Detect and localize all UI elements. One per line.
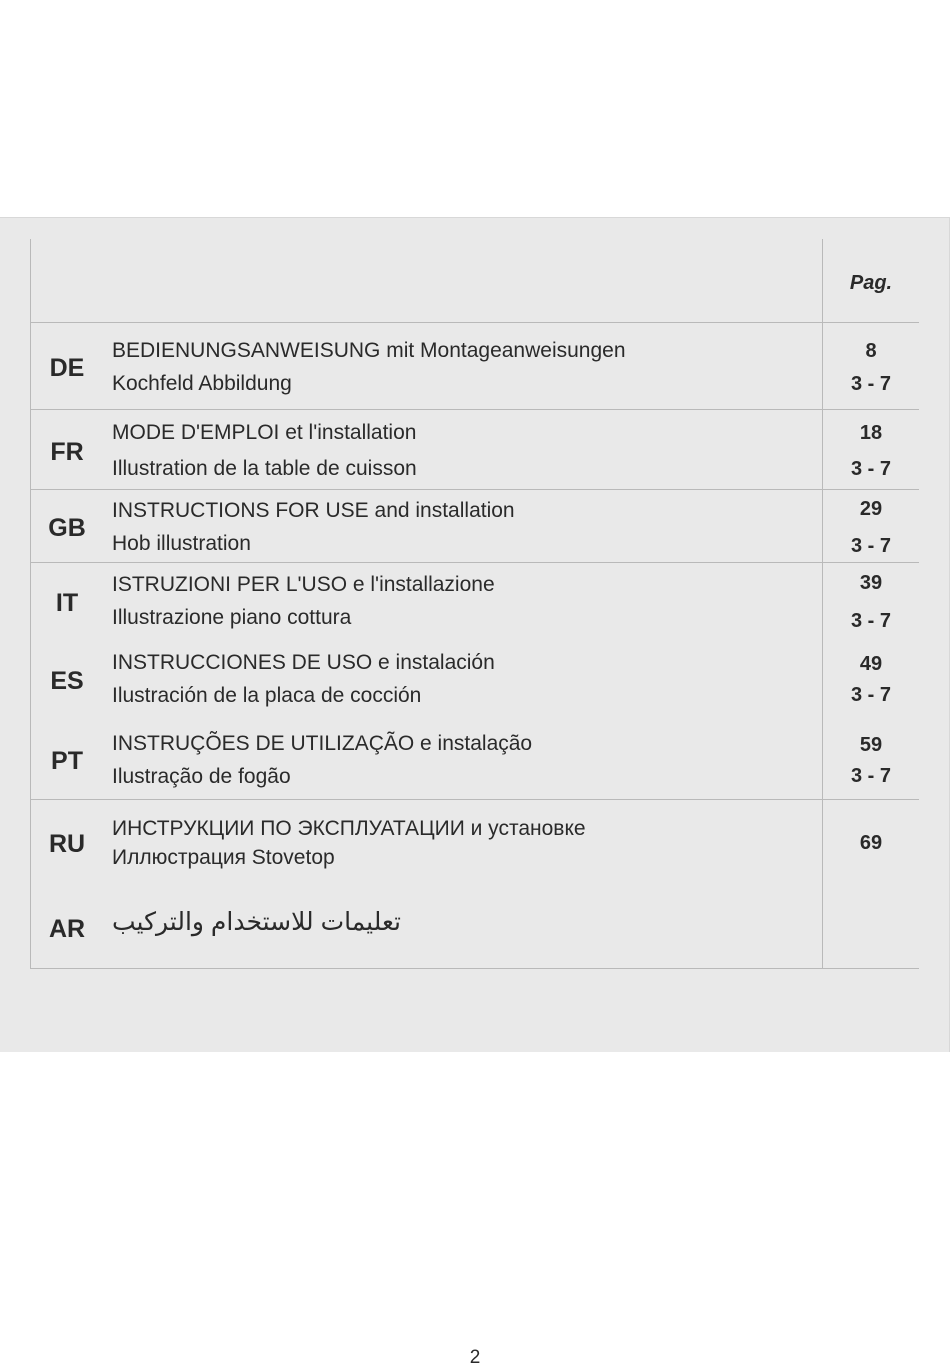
page-de: 8 xyxy=(865,340,877,362)
page-fr: 18 xyxy=(859,422,883,444)
table-bottom-border xyxy=(30,968,919,969)
subtitle-de: Kochfeld Abbildung xyxy=(112,372,292,395)
page-number: 2 xyxy=(469,1347,481,1368)
title-pt: INSTRUÇÕES DE UTILIZAÇÃO e instalação xyxy=(112,732,533,755)
language-code-ru: RU xyxy=(48,830,86,858)
table-row-divider xyxy=(30,562,919,563)
page-range-pt: 3 - 7 xyxy=(850,765,892,787)
title-it: ISTRUZIONI PER L'USO e l'installazione xyxy=(112,573,495,596)
subtitle-es: Ilustración de la placa de cocción xyxy=(112,684,422,707)
page-range-gb: 3 - 7 xyxy=(850,535,892,557)
language-code-es: ES xyxy=(50,667,84,695)
language-code-it: IT xyxy=(55,589,79,617)
subtitle-gb: Hob illustration xyxy=(112,532,251,555)
language-code-de: DE xyxy=(49,354,85,382)
language-code-fr: FR xyxy=(50,438,84,466)
subtitle-it: Illustrazione piano cottura xyxy=(112,606,352,629)
page-range-it: 3 - 7 xyxy=(850,610,892,632)
page-pt: 59 xyxy=(859,734,883,756)
table-header-divider xyxy=(30,322,919,323)
page-range-fr: 3 - 7 xyxy=(850,458,892,480)
subtitle-fr: Illustration de la table de cuisson xyxy=(112,457,417,480)
title-ru: ИНСТРУКЦИИ ПО ЭКСПЛУАТАЦИИ и установке xyxy=(112,817,586,840)
page-ru: 69 xyxy=(859,832,883,854)
title-fr: MODE D'EMPLOI et l'installation xyxy=(112,421,417,444)
subtitle-ru: Иллюстрация Stovetop xyxy=(112,846,335,869)
page-range-es: 3 - 7 xyxy=(850,684,892,706)
title-de: BEDIENUNGSANWEISUNG mit Montageanweisungen xyxy=(112,339,626,362)
table-row-divider xyxy=(30,489,919,490)
language-code-ar: AR xyxy=(48,915,86,943)
language-code-gb: GB xyxy=(48,514,86,542)
pag-header: Pag. xyxy=(849,272,893,294)
page-es: 49 xyxy=(859,653,883,675)
table-row-divider xyxy=(30,409,919,410)
language-code-pt: PT xyxy=(51,747,83,775)
title-ar: تعليمات للاستخدام والتركيب xyxy=(112,908,402,936)
page-gb: 29 xyxy=(859,498,883,520)
title-gb: INSTRUCTIONS FOR USE and installation xyxy=(112,499,515,522)
page-range-de: 3 - 7 xyxy=(850,373,892,395)
page-it: 39 xyxy=(859,572,883,594)
title-es: INSTRUCCIONES DE USO e instalación xyxy=(112,651,495,674)
table-row-divider xyxy=(30,799,919,800)
subtitle-pt: Ilustração de fogão xyxy=(112,765,291,788)
